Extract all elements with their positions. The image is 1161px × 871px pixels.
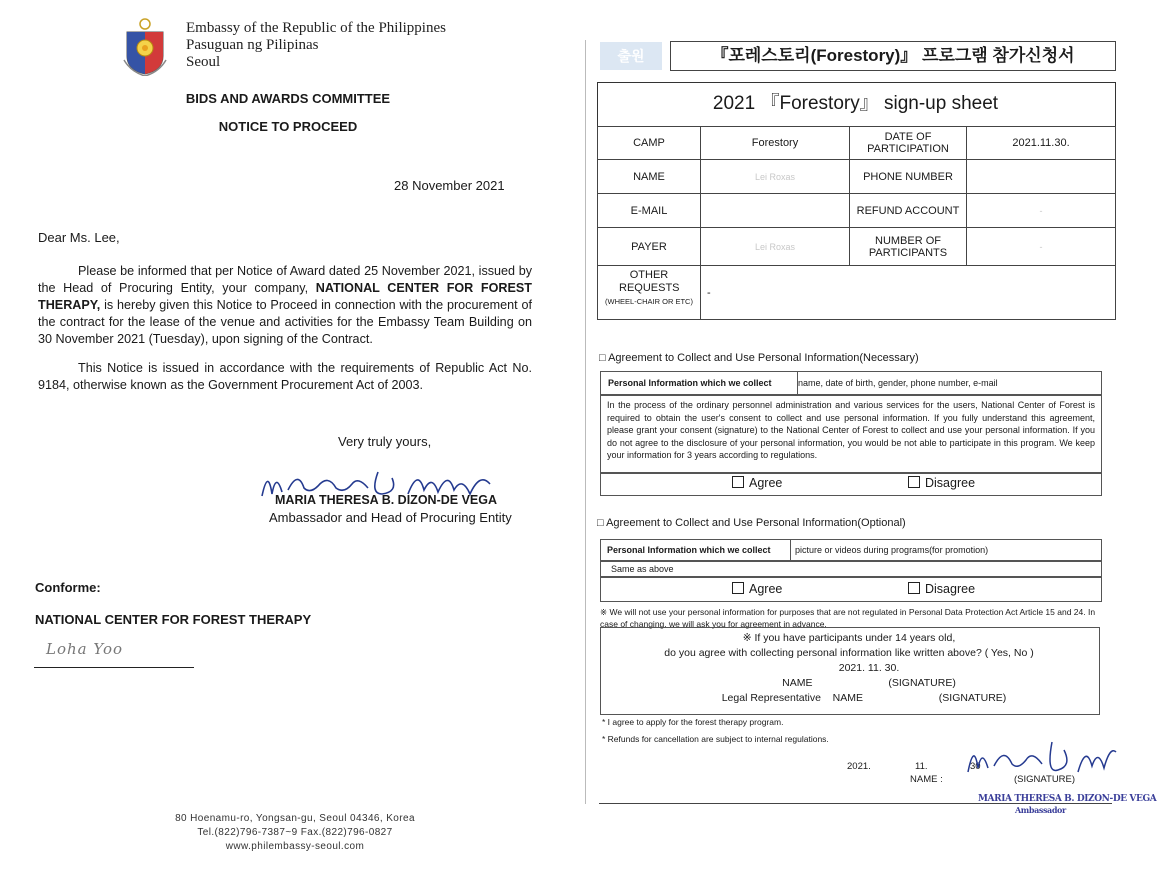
committee-heading: BIDS AND AWARDS COMMITTEE [185,91,391,106]
date-label: DATE OF PARTICIPATION [850,127,967,160]
optional-same-text: Same as above [611,564,674,574]
participants-label: NUMBER OF PARTICIPANTS [850,228,967,266]
signup-heading: 2021 『Forestory』 sign-up sheet [712,93,999,114]
optional-choice-row [600,576,1102,602]
necessary-disagree-option[interactable] [908,476,975,490]
payer-label: PAYER [598,228,701,266]
embassy-line: Seoul [186,54,221,70]
notice-title: NOTICE TO PROCEED [218,119,358,134]
participants-value: - [967,228,1116,266]
camp-label: CAMP [598,127,701,160]
optional-section-title: □ Agreement to Collect and Use Personal Information(Optional) [597,517,906,529]
name-label: NAME [598,160,701,194]
embassy-line: Embassy of the Republic of the Philippines [186,20,446,36]
embassy-header [186,20,446,71]
name-value: Lei Roxas [701,160,850,194]
apply-bullet: * I agree to apply for the forest therapy program. [602,717,784,727]
refund-label: REFUND ACCOUNT [850,194,967,228]
agree-label: Agree [749,476,783,490]
other-requests-sub: (WHEEL-CHAIR OR ETC) [605,297,693,306]
closing: Very truly yours, [338,434,432,449]
agree-checkbox-icon[interactable] [732,582,744,594]
para-text: This Notice is issued in accordance with the requirements of Republic Act No. 9184, otherwise known as the Government Procurement Act of 2003. [38,361,532,392]
optional-agree-option[interactable] [732,582,782,596]
embassy-line: Pasuguan ng Pilipinas [186,37,319,53]
necessary-info-row [600,371,1102,396]
camp-value: Forestory [701,127,850,160]
disagree-label: Disagree [925,476,976,490]
necessary-section-title: □ Agreement to Collect and Use Personal Information(Necessary) [599,352,919,364]
company-name: NATIONAL CENTER FOR FOREST THERAPY, [38,281,532,312]
optional-info-label: Personal Information which we collect [601,540,791,561]
disagree-checkbox-icon[interactable] [908,476,920,488]
sign-month: 11. [915,761,928,772]
sign-day: 30 [970,761,981,772]
other-requests-label [598,266,701,320]
table-row [598,228,1116,266]
optional-info-row [600,539,1102,562]
minor-date: 2021. 11. 30. [838,662,900,674]
para-text: Please be informed that per Notice of Award dated 25 November 2021, issued by the Head of Procuring Entity, your company, [38,264,532,295]
sign-name-label: NAME : [910,774,943,785]
agree-checkbox-icon[interactable] [732,476,744,488]
table-row [598,127,1116,160]
date-value: 2021.11.30. [967,127,1116,160]
agree-label: Agree [749,582,783,596]
paragraph-ra9184 [38,360,532,394]
embassy-footer [150,812,440,854]
payer-value: Lei Roxas [701,228,850,266]
email-value [701,194,850,228]
necessary-body-text: In the process of the ordinary personnel administration and various services for the users, National Center of Forest is required to obtain the user's consent to collect and use personal information. If you fully understand this agreement, please grant your consent (signature) to the National Center of Forest to collect and use your personal information. If you do not agree to the disclosure of your personal information, you would be not able to participate in this program. We keep your information for 3 years according to regulations. [607,400,1095,461]
ambassador-signature [960,738,1118,778]
phone-value [967,160,1116,194]
table-row [598,160,1116,194]
stamp-badge: 출원 [600,42,662,70]
minor-consent [600,631,1098,706]
minor-name-line: NAME (SIGNATURE) [782,677,956,689]
salutation: Dear Ms. Lee, [38,230,120,245]
conforme-label: Conforme: [35,580,101,595]
footer-line: Tel.(822)796-7387~9 Fax.(822)796-0827 [197,827,393,838]
email-label: E-MAIL [598,194,701,228]
table-row [598,194,1116,228]
ambassador-stamp-title: Ambassador [1015,805,1066,815]
other-requests-text: OTHER REQUESTS [619,269,680,294]
signature-line [34,667,194,668]
necessary-info-label: Personal Information which we collect [601,372,798,395]
phone-label: PHONE NUMBER [850,160,967,194]
necessary-body-box [600,394,1102,474]
para-text: is hereby given this Notice to Proceed in connection with the procurement of the contract for the lease of the venue and activities for the Embassy Team Building on 30 November 2021 (Tuesday), upon signing of the Contract. [38,298,532,346]
ambassador-stamp-name: MARIA THERESA B. DIZON-DE VEGA [978,794,1157,804]
philippine-seal-icon [121,16,169,76]
page-tear [565,320,1125,327]
disagree-label: Disagree [925,582,976,596]
disagree-checkbox-icon[interactable] [908,582,920,594]
signatory-name: MARIA THERESA B. DIZON-DE VEGA [275,493,497,507]
sign-year: 2021. [847,761,871,772]
paragraph-award [38,263,532,348]
optional-disagree-option[interactable] [908,582,975,596]
signatory-title: Ambassador and Head of Procuring Entity [269,510,512,525]
optional-info-value: picture or videos during programs(for promotion) [795,545,989,555]
minor-line-2: do you agree with collecting personal information like written above? ( Yes, No ) [664,647,1034,659]
necessary-agree-option[interactable] [732,476,782,490]
table-row [598,266,1116,320]
necessary-info-value: name, date of birth, gender, phone number, e-mail [798,378,998,388]
sign-signature-label: (SIGNATURE) [1014,774,1076,785]
participant-info-table [597,126,1116,320]
refund-value: - [967,194,1116,228]
minor-rep-line: Legal Representative NAME (SIGNATURE) [721,692,1007,704]
minor-line-1: ※ If you have participants under 14 years old, [742,632,956,644]
footer-line: www.philembassy-seoul.com [225,841,365,852]
data-protection-note: ※ We will not use your personal information for purposes that are not regulated in Personal Data Protection Act Article 15 and 24. In case of changing, we will ask you for agreement in advance. [600,607,1096,629]
other-requests-value: - [701,266,1116,320]
conforme-signature: Loha Yoo [46,640,124,658]
scan-edge [585,40,586,804]
letter-date: 28 November 2021 [394,178,505,193]
conforme-organization: NATIONAL CENTER FOR FOREST THERAPY [35,612,312,627]
necessary-choice-row [600,472,1102,496]
korean-form-title: 『포레스토리(Forestory)』 프로그램 참가신청서 [670,41,1116,71]
refund-bullet: * Refunds for cancellation are subject to internal regulations. [602,734,829,744]
footer-line: 80 Hoenamu-ro, Yongsan-gu, Seoul 04346, Korea [175,813,415,824]
